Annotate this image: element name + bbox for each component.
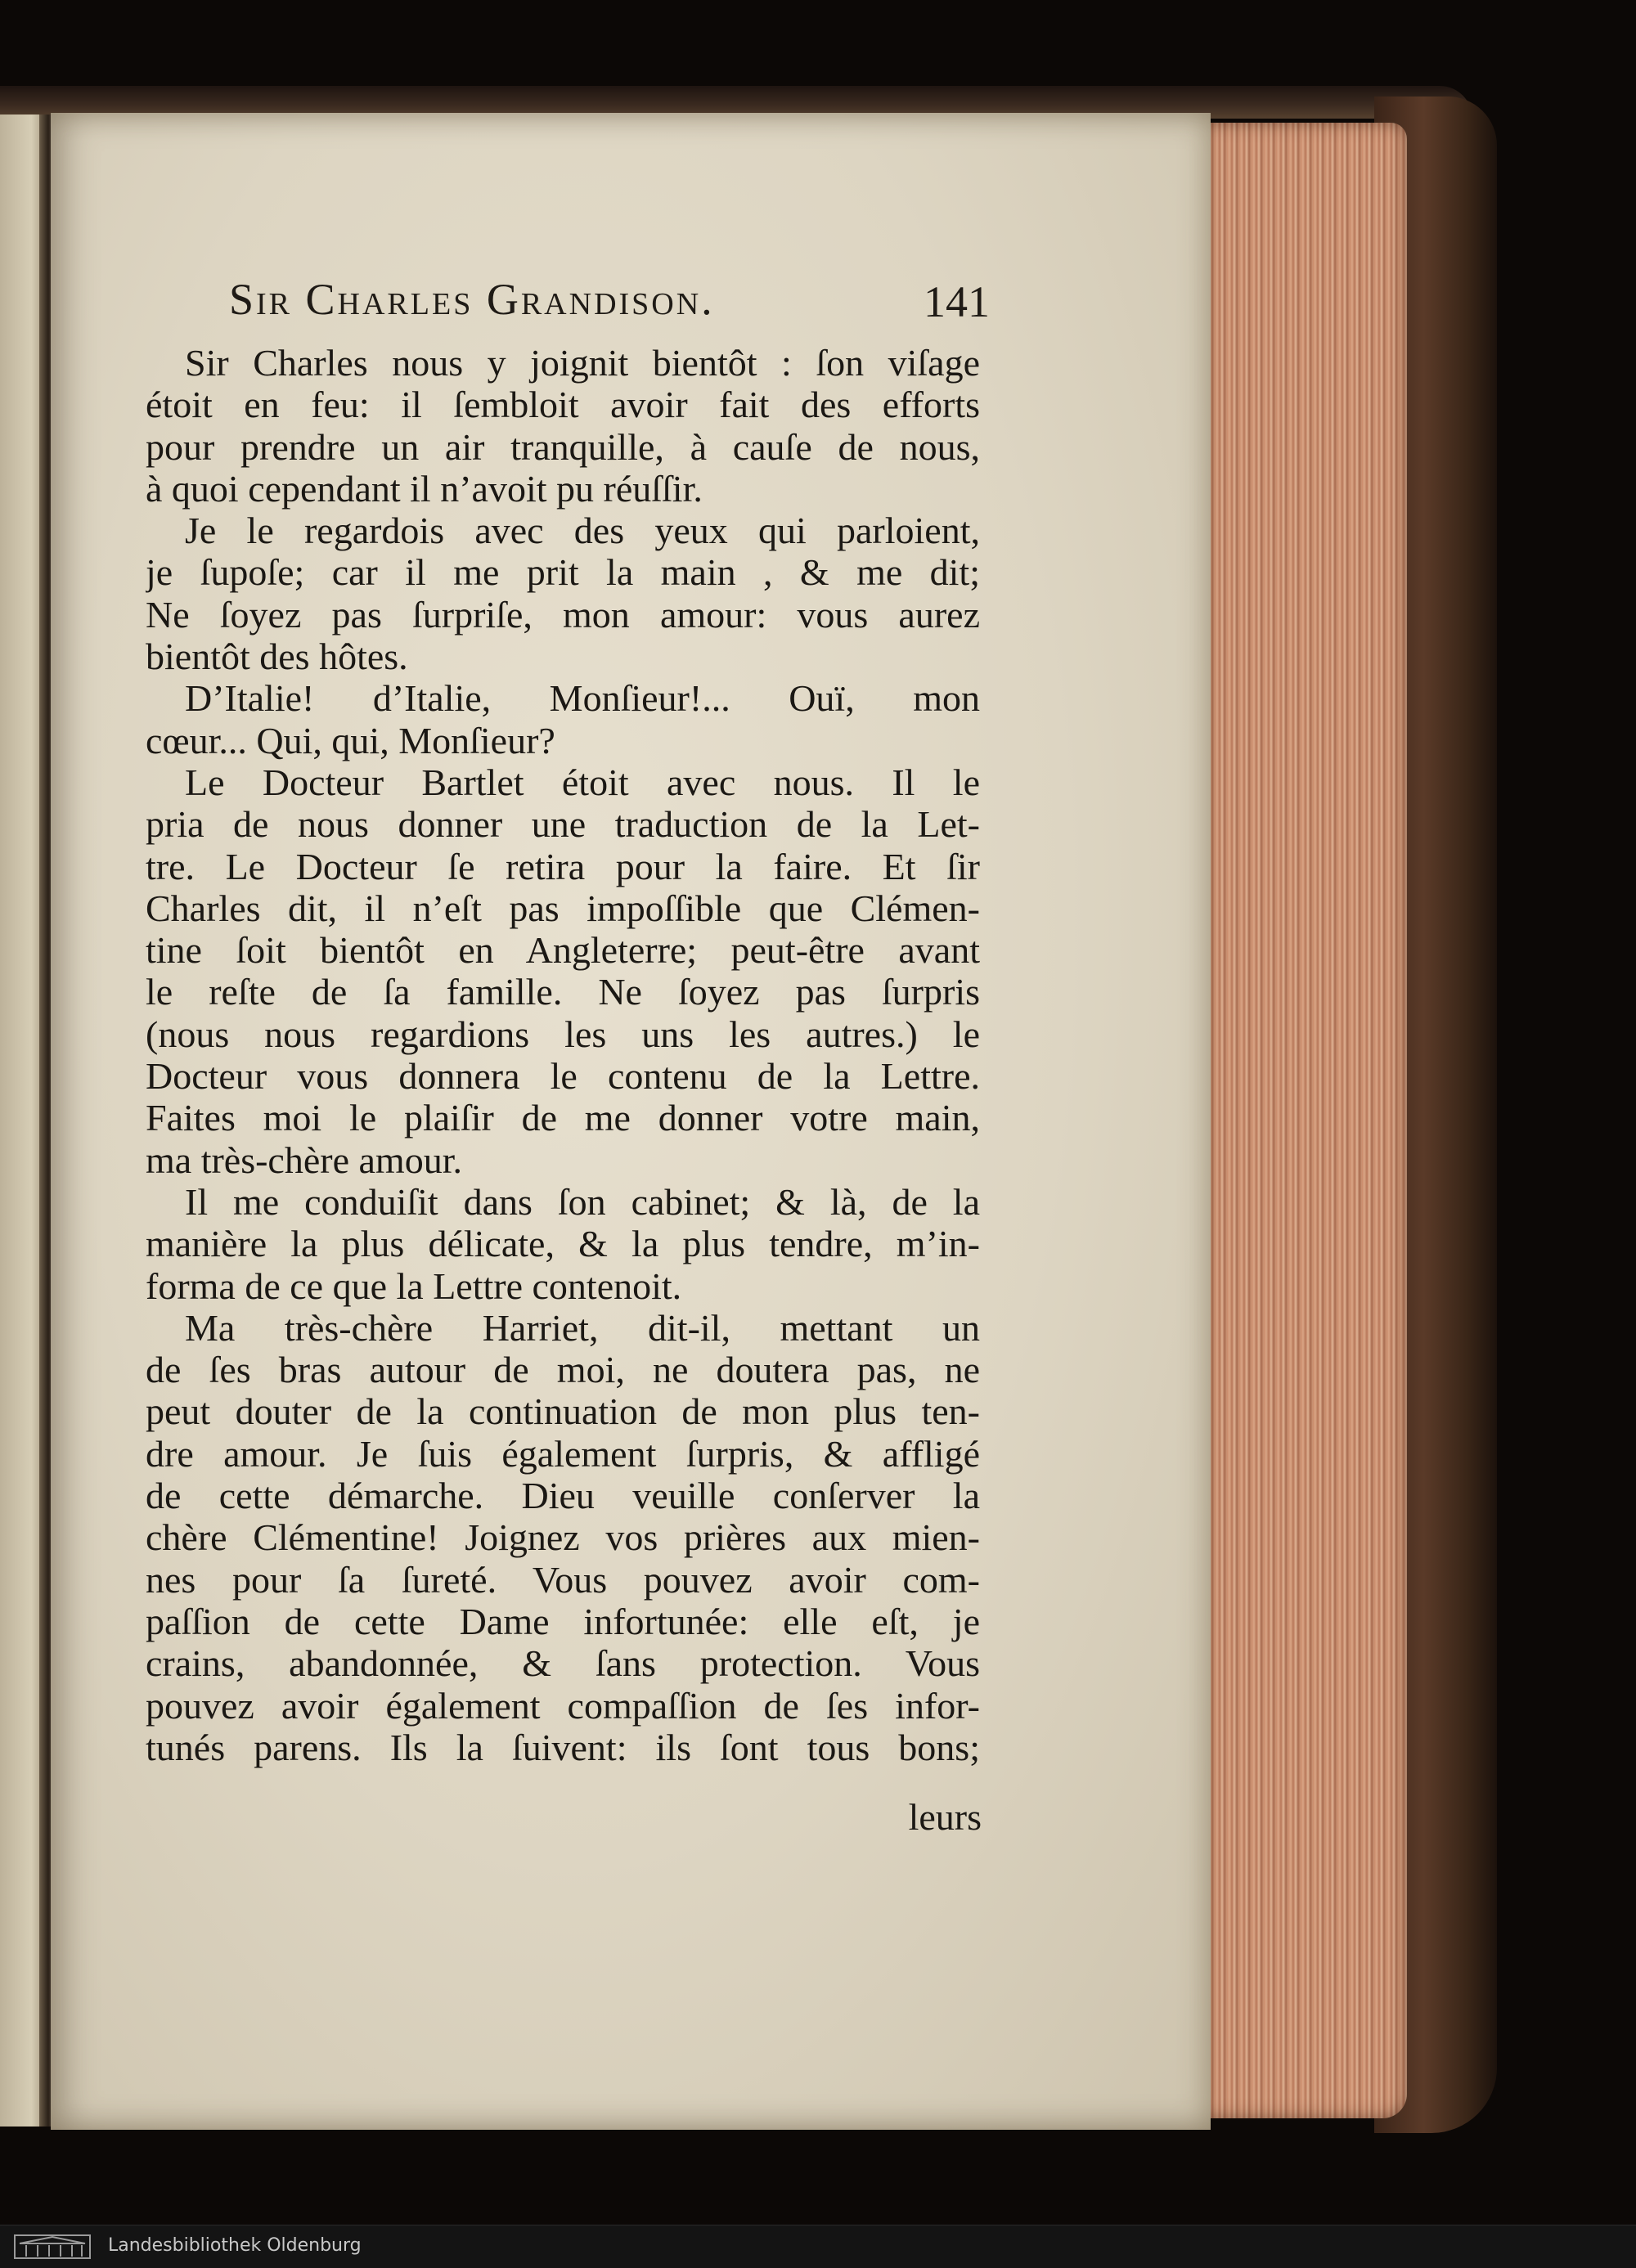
text-line: tre. Le Docteur ſe retira pour la faire. Et ſir — [146, 845, 980, 887]
text-line: crains, abandonnée, & ſans protection. Vous — [146, 1642, 980, 1685]
text-line: Faites moi le plaiſir de me donner votre main, — [146, 1097, 980, 1139]
text-line: Ma très-chère Harriet, dit-il, mettant un — [185, 1306, 980, 1349]
text-line: étoit en feu: il ſembloit avoir fait des efforts — [146, 384, 980, 426]
text-line: le reſte de ſa famille. Ne ſoyez pas ſurpris — [146, 971, 980, 1013]
text-line: pria de nous donner une traduction de la Let- — [146, 803, 980, 846]
text-line: forma de ce que la Lettre contenoit. — [146, 1264, 682, 1307]
body-text — [146, 342, 980, 1847]
text-line: à quoi cependant il n’avoit pu réuſſir. — [146, 467, 703, 510]
text-line: Charles dit, il n’eſt pas impoſſible que Clémen- — [146, 887, 980, 929]
text-line: Docteur vous donnera le contenu de la Lettre. — [146, 1055, 980, 1098]
text-line: nes pour ſa ſureté. Vous pouvez avoir com- — [146, 1558, 980, 1601]
text-line: Ne ſoyez pas ſurpriſe, mon amour: vous aurez — [146, 593, 980, 635]
running-head: Sir Charles Grandison. — [229, 275, 715, 324]
text-line: D’Italie! d’Italie, Monſieur!... Ouï, mon — [185, 677, 980, 720]
text-line: chère Clémentine! Joignez vos prières aux mien- — [146, 1516, 980, 1559]
text-line: dre amour. Je ſuis également ſurpris, & affligé — [146, 1432, 980, 1475]
text-line: paſſion de cette Dame infortunée: elle eſt, je — [146, 1600, 980, 1642]
text-line: Sir Charles nous y joignit bientôt : ſon viſage — [185, 342, 980, 384]
text-line: de ſes bras autour de moi, ne doutera pas, ne — [146, 1349, 980, 1391]
text-line: pouvez avoir également compaſſion de ſes infor- — [146, 1684, 980, 1727]
library-footer-bar — [0, 2225, 1636, 2268]
text-line: pour prendre un air tranquille, à cauſe de nous, — [146, 425, 980, 468]
text-line: cœur... Qui, qui, Monſieur? — [146, 719, 555, 761]
text-line: je ſupoſe; car il me prit la main , & me dit; — [146, 551, 980, 594]
text-line: (nous nous regardions les uns les autres.) le — [146, 1013, 980, 1055]
text-line: Je le regardois avec des yeux qui parloient, — [185, 510, 980, 552]
text-line: peut douter de la continuation de mon plus ten- — [146, 1390, 980, 1433]
page-block-fore-edge — [1202, 123, 1407, 2118]
text-line: Il me conduiſit dans ſon cabinet; & là, de la — [185, 1180, 980, 1223]
text-line: tine ſoit bientôt en Angleterre; peut-être avant — [146, 929, 980, 972]
text-line: Le Docteur Bartlet étoit avec nous. Il le — [185, 761, 980, 803]
page-number: 141 — [924, 277, 990, 326]
text-line: tunés parens. Ils la ſuivent: ils ſont tous bons; — [146, 1726, 980, 1768]
text-line: bientôt des hôtes. — [146, 635, 408, 678]
library-name: Landesbibliothek Oldenburg — [108, 2235, 362, 2256]
text-line: manière la plus délicate, & la plus tendre, m’in- — [146, 1223, 980, 1265]
text-line: de cette démarche. Dieu veuille conſerver la — [146, 1475, 980, 1517]
left-page-edge — [0, 115, 45, 2127]
text-line: ma très-chère amour. — [146, 1138, 462, 1181]
catchword: leurs — [908, 1796, 982, 1838]
library-building-icon — [11, 2232, 93, 2261]
